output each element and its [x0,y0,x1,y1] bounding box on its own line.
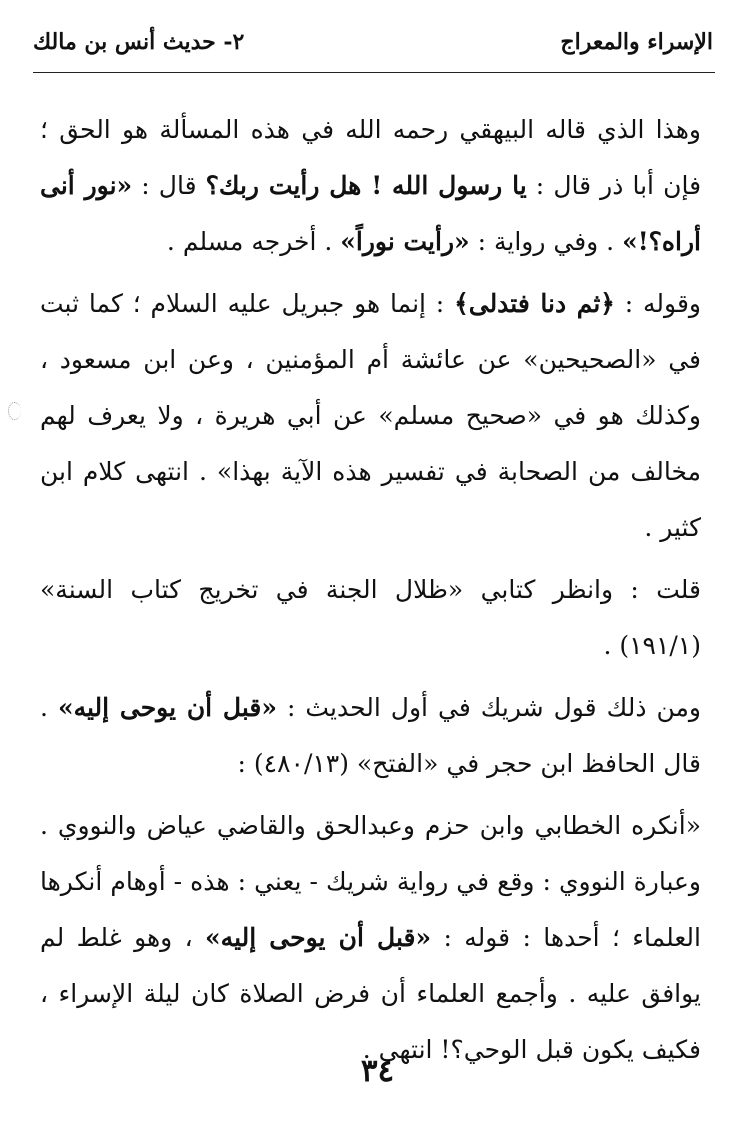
text-segment: . قال الحافظ ابن حجر في «الفتح» (٤٨٠/١٣) : [40,693,701,778]
running-header [33,20,715,73]
paragraph-sharik [40,680,701,792]
margin-mark [8,402,21,420]
quote-segment: «رأيت نوراً» [340,227,470,256]
page-number: ٣٤ [360,1053,395,1089]
text-segment: ومن ذلك قول شريك في أول الحديث : [276,693,701,722]
text-segment: قلت : وانظر كتابي «ظلال الجنة في تخريج كتاب السنة» (١٩١/١) . [40,575,701,660]
text-segment: ، وهو غلط لم يوافق عليه . وأجمع العلماء أن فرض الصلاة كان ليلة الإسراء ، فكيف يكون قبل الوحي؟! انتهى . [40,923,701,1064]
text-segment: . وفي رواية : [469,227,623,256]
quote-segment: «نور أنى أراه؟!» [40,171,701,256]
text-segment: . أخرجه مسلم . [166,227,341,256]
text-segment: : إنما هو جبريل عليه السلام ؛ كما ثبت في «الصحيحين» عن عائشة أم المؤمنين ، وعن ابن مسعود ، وكذلك هو في «صحيح مسلم» عن أبي هريرة ، ولا يعرف لهم مخالف من الصحابة في تفسير هذه الآية بهذا» . انتهى كلام ابن كثير . [40,289,701,542]
text-segment: «أنكره الخطابي وابن حزم وعبدالحق والقاضي عياض والنووي . وعبارة النووي : وقع في رواية شريك - يعني : هذه - أوهام أنكرها العلماء ؛ أحدها : قوله : [40,811,701,952]
text-segment: وهذا الذي قاله البيهقي رحمه الله في هذه المسألة هو الحق ؛ فإن أبا ذر قال : [40,115,702,200]
page-body [40,102,701,1078]
paragraph-verse-commentary [40,276,701,556]
verse-segment: ﴿ثم دنا فتدلى﴾ [454,289,615,318]
quote-segment: «قبل أن يوحى إليه» [205,923,432,952]
paragraph-book-reference [40,562,701,674]
paragraph-nawawi-quote [40,798,701,1078]
quote-segment: يا رسول الله ! هل رأيت ربك؟ [205,171,527,200]
chapter-title: ٢- حديث أنس بن مالك [33,29,245,55]
paragraph-bayhaqi [40,102,701,270]
quote-segment: «قبل أن يوحى إليه» [57,693,277,722]
book-title: الإسراء والمعراج [560,29,713,55]
text-segment: قال : [132,171,206,200]
text-segment: وقوله : [614,289,701,318]
